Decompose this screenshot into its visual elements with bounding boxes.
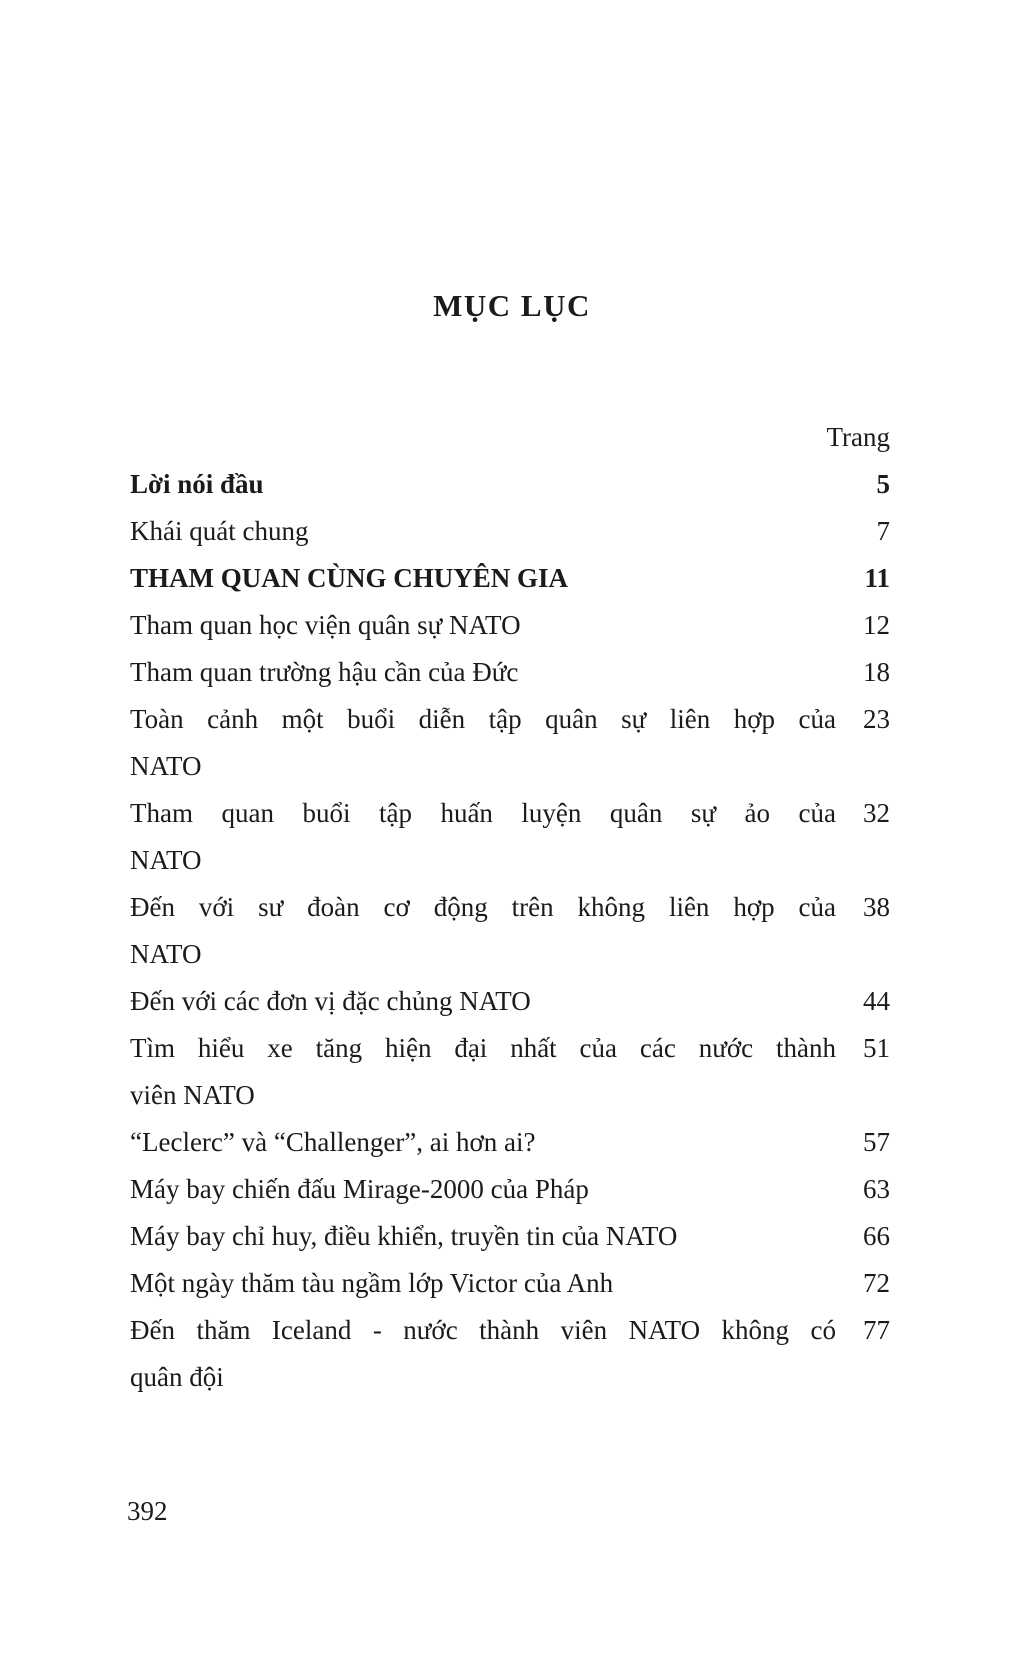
toc-entry-page-number: 38: [863, 892, 890, 922]
toc-entry: [130, 1260, 890, 1307]
toc-entry-label: THAM QUAN CÙNG CHUYÊN GIA: [130, 563, 568, 593]
toc-entry: [130, 790, 890, 884]
toc-entry-page-number: 77: [863, 1315, 890, 1345]
toc-entry-label: Tìm hiểu xe tăng hiện đại nhất của các nước thành viên NATO: [130, 1033, 836, 1110]
toc-entry: [130, 1213, 890, 1260]
toc-entry-label: Lời nói đầu: [130, 469, 264, 499]
page-title: MỤC LỤC: [433, 288, 591, 323]
toc-entry: [130, 1119, 890, 1166]
toc-entry: [130, 884, 890, 978]
toc-entry-page-number: 5: [876, 469, 890, 499]
toc-content: [130, 414, 890, 1401]
toc-entry-page-number: 12: [863, 610, 890, 640]
toc-entry-page-number: 44: [863, 986, 890, 1016]
toc-entry: [130, 696, 890, 790]
toc-entry: [130, 461, 890, 508]
toc-entry-label: Một ngày thăm tàu ngầm lớp Victor của Anh: [130, 1268, 614, 1298]
toc-entry-page-number: 66: [863, 1221, 890, 1251]
toc-entry: [130, 649, 890, 696]
toc-entry-label: Đến với các đơn vị đặc chủng NATO: [130, 986, 531, 1016]
toc-entry-label: Tham quan học viện quân sự NATO: [130, 610, 521, 640]
toc-entry-label: Đến với sư đoàn cơ động trên không liên hợp của NATO: [130, 892, 836, 969]
toc-entry-page-number: 63: [863, 1174, 890, 1204]
toc-entry-page-number: 57: [863, 1127, 890, 1157]
toc-entry-label: “Leclerc” và “Challenger”, ai hơn ai?: [130, 1127, 536, 1157]
toc-entry-label: Đến thăm Iceland - nước thành viên NATO không có quân đội: [130, 1315, 836, 1392]
toc-entry: [130, 1166, 890, 1213]
toc-entry: [130, 602, 890, 649]
toc-entry-page-number: 7: [876, 516, 890, 546]
toc-entry-label: Toàn cảnh một buổi diễn tập quân sự liên hợp của NATO: [130, 704, 836, 781]
toc-entry: [130, 555, 890, 602]
toc-entry: [130, 1025, 890, 1119]
toc-entry-page-number: 23: [863, 704, 890, 734]
toc-entry-label: Tham quan buổi tập huấn luyện quân sự ảo của NATO: [130, 798, 836, 875]
toc-entry-label: Máy bay chiến đấu Mirage-2000 của Pháp: [130, 1174, 589, 1204]
toc-entry: [130, 1307, 890, 1401]
toc-entry-page-number: 51: [863, 1033, 890, 1063]
toc-entry-label: Khái quát chung: [130, 516, 309, 546]
toc-entry-page-number: 11: [864, 563, 890, 593]
toc-entry-label: Tham quan trường hậu cần của Đức: [130, 657, 519, 687]
toc-list: [130, 461, 890, 1401]
toc-entry-page-number: 72: [863, 1268, 890, 1298]
toc-entry-page-number: 18: [863, 657, 890, 687]
toc-entry-page-number: 32: [863, 798, 890, 828]
toc-entry-label: Máy bay chỉ huy, điều khiển, truyền tin của NATO: [130, 1221, 678, 1251]
toc-entry: [130, 978, 890, 1025]
toc-entry: [130, 508, 890, 555]
folio-page-number: 392: [127, 1496, 168, 1526]
page-column-header: Trang: [826, 422, 890, 452]
